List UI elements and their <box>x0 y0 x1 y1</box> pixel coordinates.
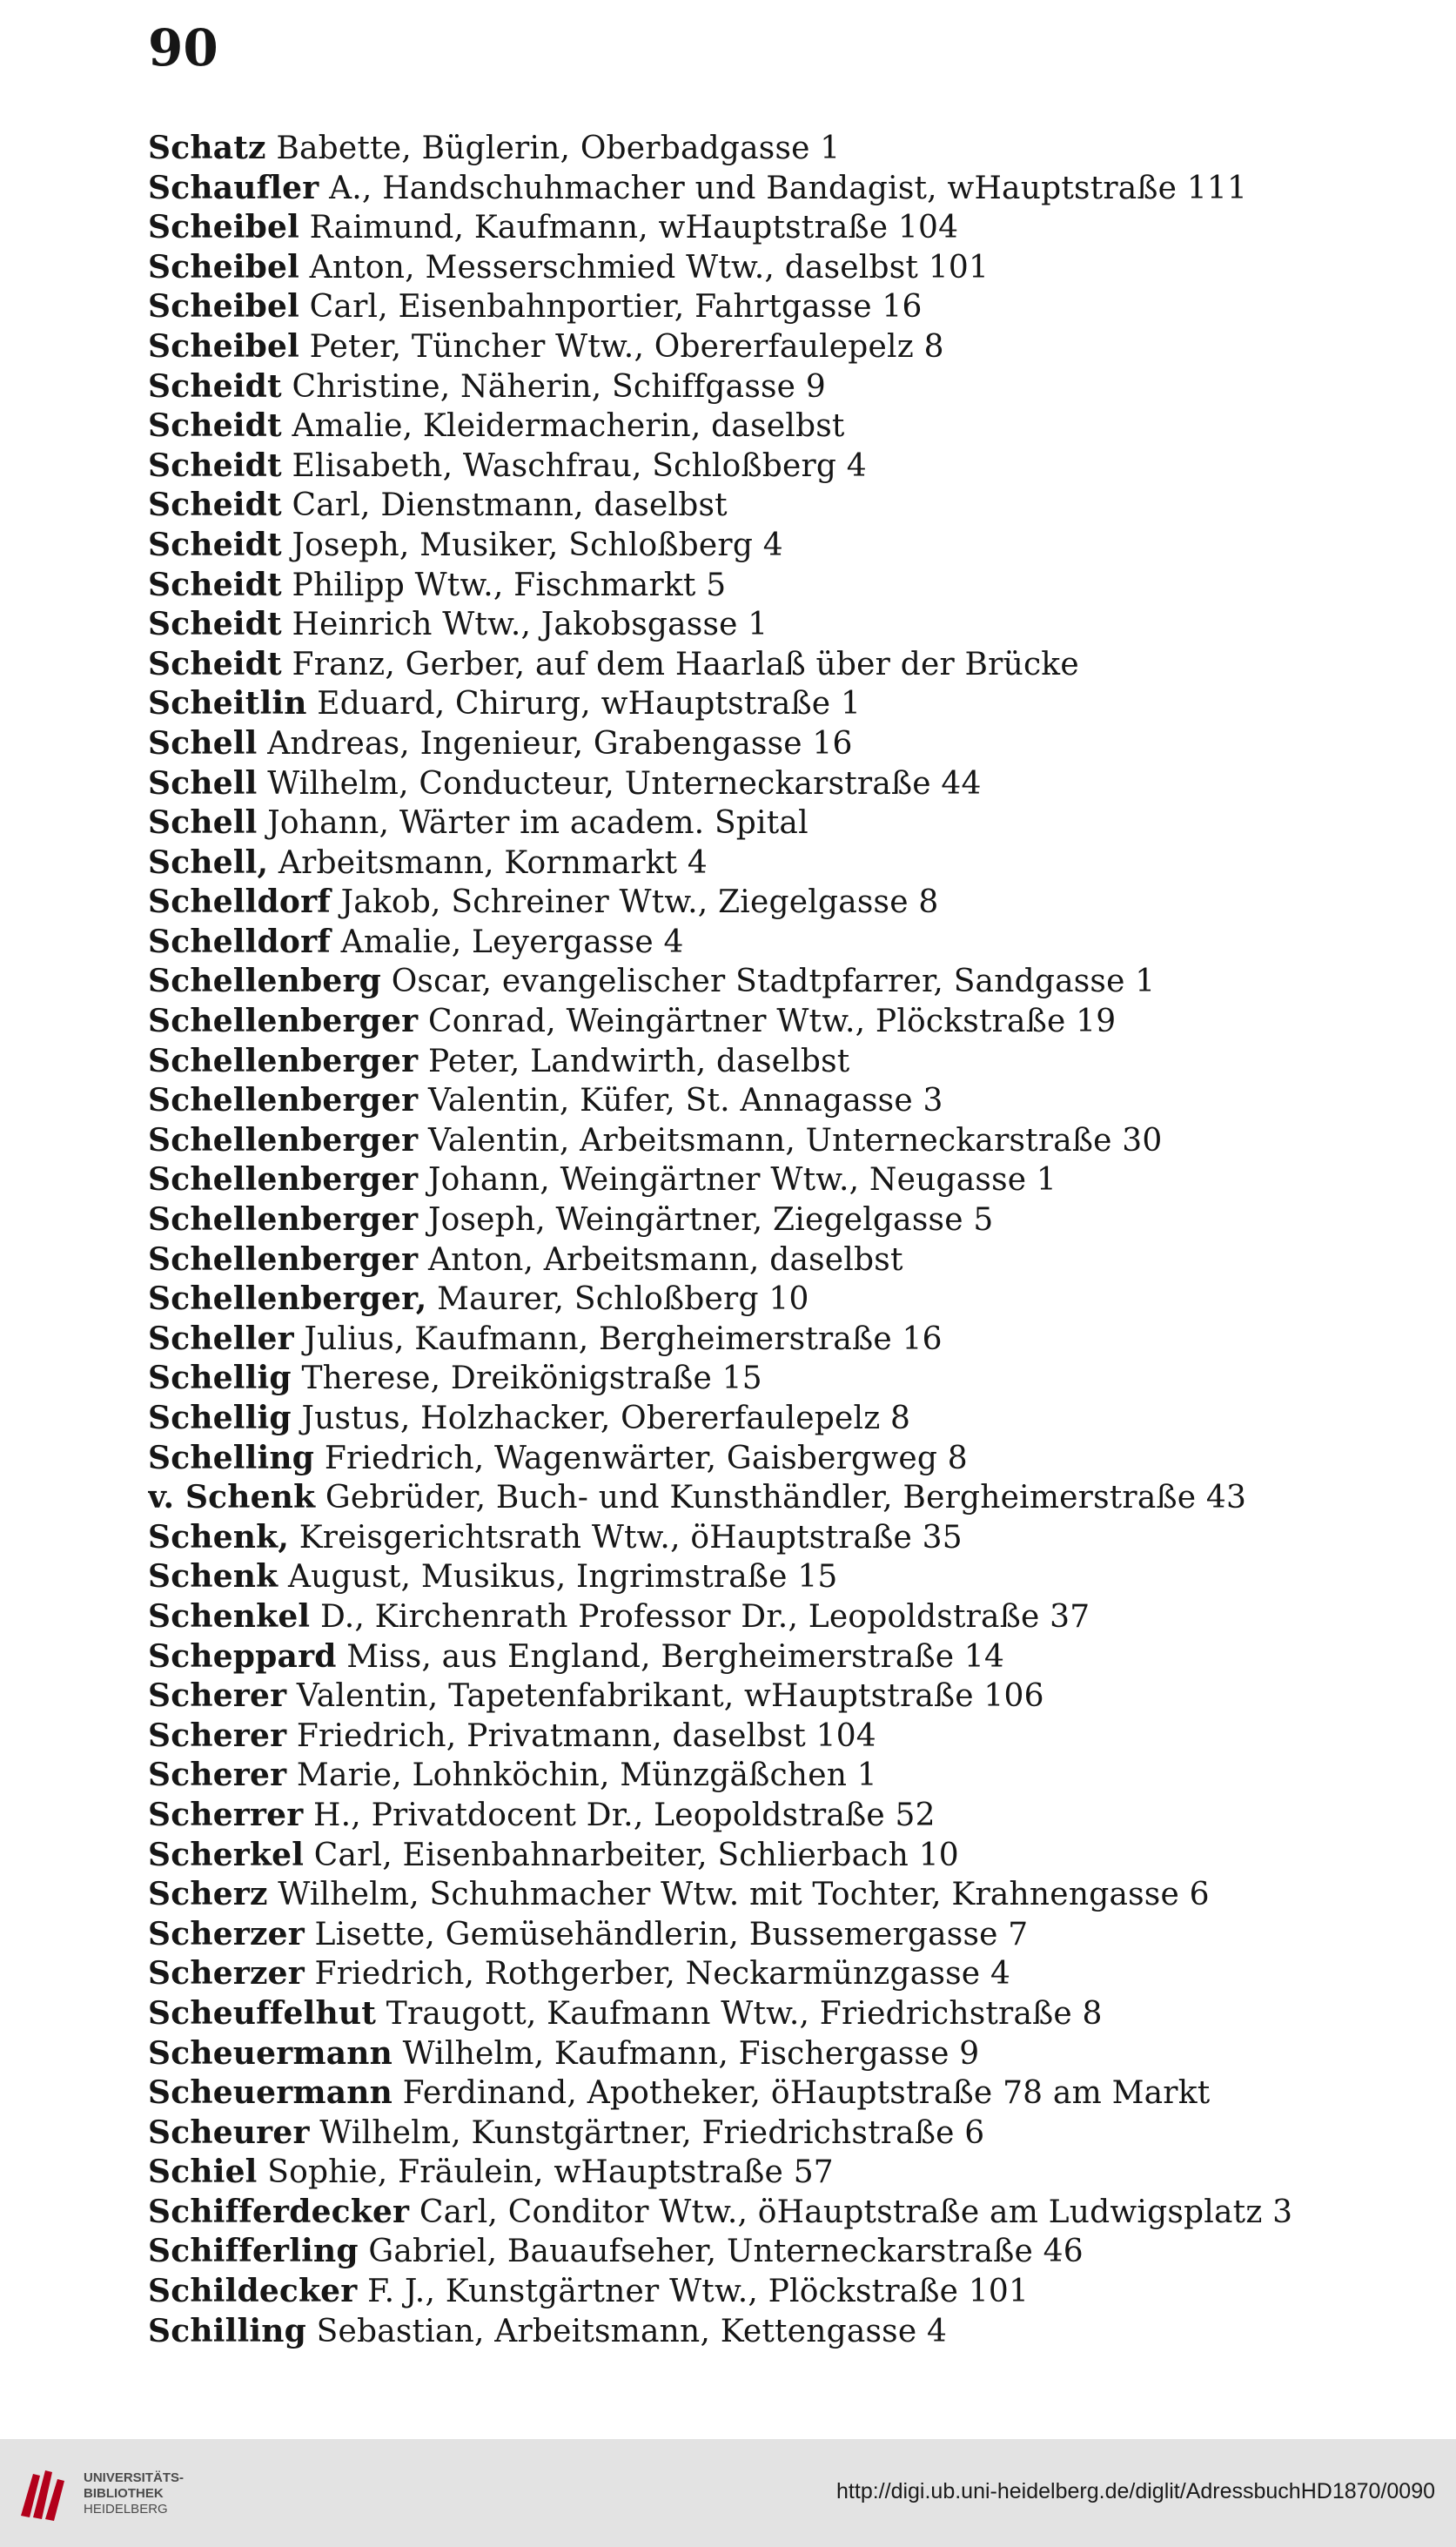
entry-details: Amalie, Leyergasse 4 <box>330 924 684 960</box>
entry-surname: Scheuermann <box>148 2074 393 2112</box>
entry-surname: Schifferling <box>148 2233 359 2270</box>
directory-entry <box>148 248 1419 288</box>
directory-entry <box>148 1042 1419 1082</box>
directory-entry <box>148 1478 1419 1518</box>
entry-details: Marie, Lohnköchin, Münzgäßchen 1 <box>286 1757 877 1794</box>
entry-surname: Scherer <box>148 1717 287 1754</box>
directory-entry <box>148 2272 1419 2312</box>
entry-surname: Scheidt <box>148 447 282 484</box>
entry-details: Carl, Conditor Wtw., öHauptstraße am Ludwigsplatz 3 <box>409 2194 1293 2230</box>
directory-entry <box>148 1557 1419 1597</box>
directory-entry <box>148 208 1419 248</box>
entry-details: Valentin, Küfer, St. Annagasse 3 <box>418 1083 943 1119</box>
library-logo[interactable] <box>16 2463 216 2524</box>
directory-entry <box>148 1637 1419 1677</box>
entry-details: Wilhelm, Kaufmann, Fischergasse 9 <box>393 2035 980 2072</box>
entry-surname: Schellenberger, <box>148 1280 427 1318</box>
directory-entry <box>148 1518 1419 1558</box>
directory-entry <box>148 2073 1419 2114</box>
directory-entry <box>148 1200 1419 1240</box>
library-name <box>84 2470 184 2517</box>
entry-details: Valentin, Arbeitsmann, Unterneckarstraße 30 <box>418 1122 1163 1159</box>
directory-entry <box>148 1915 1419 1955</box>
directory-entry <box>148 1160 1419 1200</box>
entry-details: Franz, Gerber, auf dem Haarlaß über der Brücke <box>281 646 1079 682</box>
directory-entry <box>148 684 1419 724</box>
entry-surname: v. Schenk <box>148 1479 316 1516</box>
directory-entry <box>148 2232 1419 2272</box>
entry-surname: Schellig <box>148 1360 292 1397</box>
entry-details: Heinrich Wtw., Jakobsgasse 1 <box>281 607 768 643</box>
entry-details: Anton, Messerschmied Wtw., daselbst 101 <box>299 249 990 286</box>
directory-entry <box>148 645 1419 685</box>
entry-surname: Scheidt <box>148 645 282 682</box>
entry-details: Johann, Wärter im academ. Spital <box>257 805 809 842</box>
entry-details: Jakob, Schreiner Wtw., Ziegelgasse 8 <box>330 884 939 921</box>
directory-entry <box>148 883 1419 923</box>
entry-details: Friedrich, Privatmann, daselbst 104 <box>286 1717 876 1754</box>
entry-details: Kreisgerichtsrath Wtw., öHauptstraße 35 <box>289 1519 963 1556</box>
entry-surname: Scheidt <box>148 526 282 563</box>
directory-entry <box>148 1756 1419 1796</box>
directory-entry <box>148 2114 1419 2154</box>
entry-details: Anton, Arbeitsmann, daselbst <box>418 1241 903 1278</box>
directory-entry <box>148 407 1419 447</box>
entry-surname: Schellenberg <box>148 963 382 1000</box>
library-name-line: HEIDELBERG <box>84 2502 168 2517</box>
entry-surname: Schelldorf <box>148 923 331 960</box>
directory-entry <box>148 1994 1419 2034</box>
entry-details: Sebastian, Arbeitsmann, Kettengasse 4 <box>305 2313 948 2349</box>
entry-surname: Schenkel <box>148 1597 311 1635</box>
entry-surname: Scheibel <box>148 288 300 326</box>
library-seal-icon <box>16 2463 71 2524</box>
entry-surname: Schiel <box>148 2154 258 2191</box>
entry-details: Carl, Eisenbahnportier, Fahrtgasse 16 <box>299 289 923 326</box>
entry-surname: Schenk, <box>148 1518 290 1556</box>
directory-entry <box>148 1875 1419 1915</box>
directory-entry <box>148 1240 1419 1280</box>
directory-entry <box>148 2193 1419 2233</box>
entry-surname: Scheuermann <box>148 2034 393 2072</box>
directory-entry <box>148 486 1419 526</box>
entry-surname: Scheidt <box>148 606 282 643</box>
entry-details: Gabriel, Bauaufseher, Unterneckarstraße 46 <box>358 2234 1084 2270</box>
directory-entry <box>148 962 1419 1002</box>
entry-details: Johann, Weingärtner Wtw., Neugasse 1 <box>418 1162 1057 1199</box>
entry-surname: Schellenberger <box>148 1082 419 1119</box>
entry-surname: Scherzer <box>148 1915 305 1952</box>
entry-details: Friedrich, Rothgerber, Neckarmünzgasse 4 <box>304 1956 1011 1993</box>
entry-details: Philipp Wtw., Fischmarkt 5 <box>281 567 727 603</box>
entry-surname: Schellenberger <box>148 1161 419 1199</box>
entry-details: Sophie, Fräulein, wHauptstraße 57 <box>257 2154 834 2191</box>
entry-surname: Schellenberger <box>148 1042 419 1079</box>
page-number: 90 <box>148 18 218 77</box>
entry-details: Eduard, Chirurg, wHauptstraße 1 <box>306 686 862 722</box>
entry-surname: Scheller <box>148 1320 294 1357</box>
entry-surname: Scheibel <box>148 248 300 286</box>
directory-entry <box>148 1954 1419 1994</box>
entry-details: Peter, Tüncher Wtw., Obererfaulepelz 8 <box>299 328 944 365</box>
entry-details: August, Musikus, Ingrimstraße 15 <box>278 1559 838 1596</box>
directory-entry <box>148 327 1419 367</box>
directory-entry <box>148 1359 1419 1399</box>
entry-surname: Scheidt <box>148 407 282 445</box>
entry-surname: Schell <box>148 724 258 762</box>
directory-entry <box>148 1439 1419 1479</box>
directory-entry <box>148 605 1419 645</box>
entry-surname: Scheppard <box>148 1637 337 1675</box>
entry-details: Arbeitsmann, Kornmarkt 4 <box>268 844 708 881</box>
entry-details: Ferdinand, Apotheker, öHauptstraße 78 am Markt <box>393 2075 1211 2112</box>
directory-entry <box>148 129 1419 169</box>
entry-details: Elisabeth, Waschfrau, Schloßberg 4 <box>281 447 867 484</box>
entry-surname: Scheitlin <box>148 685 307 722</box>
directory-entry <box>148 1836 1419 1876</box>
directory-entry <box>148 764 1419 804</box>
directory-entry <box>148 1399 1419 1439</box>
entry-surname: Scherzer <box>148 1955 305 1993</box>
directory-entry <box>148 526 1419 566</box>
entry-surname: Schell <box>148 804 258 842</box>
directory-entry <box>148 1081 1419 1121</box>
entry-details: Joseph, Musiker, Schloßberg 4 <box>281 527 783 563</box>
entry-surname: Scheibel <box>148 327 300 365</box>
entry-details: Wilhelm, Schuhmacher Wtw. mit Tochter, Krahnengasse 6 <box>267 1877 1210 1913</box>
entry-details: Babette, Büglerin, Oberbadgasse 1 <box>265 131 841 166</box>
directory-entry <box>148 566 1419 606</box>
entry-details: Raimund, Kaufmann, wHauptstraße 104 <box>299 210 959 246</box>
entry-details: A., Handschuhmacher und Bandagist, wHauptstraße 111 <box>319 170 1248 206</box>
entry-details: Gebrüder, Buch- und Kunsthändler, Bergheimerstraße 43 <box>315 1480 1247 1516</box>
library-name-line: UNIVERSITÄTS- <box>84 2470 185 2485</box>
entry-surname: Scheidt <box>148 566 282 603</box>
entry-surname: Scherrer <box>148 1796 304 1833</box>
entry-surname: Schellenberger <box>148 1121 419 1159</box>
entry-details: Maurer, Schloßberg 10 <box>426 1281 809 1318</box>
directory-entry <box>148 447 1419 487</box>
entry-details: Therese, Dreikönigstraße 15 <box>291 1361 762 1397</box>
entry-surname: Schellig <box>148 1400 292 1436</box>
directory-entry <box>148 367 1419 407</box>
entry-details: Joseph, Weingärtner, Ziegelgasse 5 <box>418 1202 994 1239</box>
entry-details: Wilhelm, Kunstgärtner, Friedrichstraße 6 <box>309 2114 985 2151</box>
entry-surname: Schenk <box>148 1558 278 1596</box>
entry-surname: Schell <box>148 764 258 802</box>
entry-surname: Schifferdecker <box>148 2193 410 2230</box>
source-url-link[interactable]: http://digi.ub.uni-heidelberg.de/diglit/AdressbuchHD1870/0090 <box>836 2479 1435 2503</box>
entry-details: H., Privatdocent Dr., Leopoldstraße 52 <box>303 1797 936 1833</box>
directory-entry <box>148 1796 1419 1836</box>
entry-surname: Scheuffelhut <box>148 1994 377 2032</box>
entry-surname: Schilling <box>148 2312 306 2349</box>
directory-entry <box>148 1121 1419 1161</box>
entry-surname: Scherz <box>148 1876 268 1913</box>
entry-surname: Schildecker <box>148 2273 358 2310</box>
entry-surname: Scherkel <box>148 1836 305 1873</box>
entry-details: D., Kirchenrath Professor Dr., Leopoldstraße 37 <box>310 1598 1090 1635</box>
library-name-line: BIBLIOTHEK <box>84 2486 164 2501</box>
entry-surname: Scheurer <box>148 2114 310 2151</box>
entry-details: Conrad, Weingärtner Wtw., Plöckstraße 19 <box>418 1004 1117 1040</box>
entry-surname: Schellenberger <box>148 1201 419 1239</box>
entry-details: Carl, Eisenbahnarbeiter, Schlierbach 10 <box>304 1837 959 1873</box>
footer-bar <box>0 2439 1456 2547</box>
entry-surname: Schaufler <box>148 169 319 206</box>
directory-entry <box>148 2312 1419 2352</box>
directory-entry <box>148 1717 1419 1757</box>
entry-details: Andreas, Ingenieur, Grabengasse 16 <box>257 725 853 762</box>
entry-details: Justus, Holzhacker, Obererfaulepelz 8 <box>291 1401 911 1436</box>
entry-details: F. J., Kunstgärtner Wtw., Plöckstraße 101 <box>357 2274 1030 2310</box>
directory-entry <box>148 843 1419 884</box>
directory-entry <box>148 803 1419 843</box>
entry-surname: Scheidt <box>148 367 282 405</box>
entry-details: Wilhelm, Conducteur, Unterneckarstraße 44 <box>257 765 982 802</box>
directory-entry <box>148 1320 1419 1360</box>
entry-surname: Schellenberger <box>148 1003 419 1040</box>
entry-details: Friedrich, Wagenwärter, Gaisbergweg 8 <box>314 1440 968 1476</box>
entry-details: Julius, Kaufmann, Bergheimerstraße 16 <box>293 1321 943 1357</box>
entry-surname: Scherer <box>148 1677 287 1715</box>
entry-surname: Scheidt <box>148 487 282 524</box>
entry-details: Oscar, evangelischer Stadtpfarrer, Sandgasse 1 <box>381 964 1156 1000</box>
directory-entries <box>148 129 1419 2351</box>
entry-details: Carl, Dienstmann, daselbst <box>281 487 728 524</box>
entry-details: Miss, aus England, Bergheimerstraße 14 <box>336 1638 1005 1675</box>
entry-surname: Schelldorf <box>148 884 331 921</box>
entry-details: Peter, Landwirth, daselbst <box>418 1043 850 1079</box>
entry-surname: Scheibel <box>148 209 300 246</box>
entry-surname: Schell, <box>148 843 269 881</box>
directory-entry <box>148 169 1419 209</box>
directory-entry <box>148 1677 1419 1717</box>
entry-surname: Scherer <box>148 1757 287 1794</box>
directory-entry <box>148 2034 1419 2074</box>
entry-surname: Schatz <box>148 130 266 166</box>
directory-entry <box>148 2153 1419 2193</box>
directory-entry <box>148 724 1419 764</box>
entry-surname: Schellenberger <box>148 1240 419 1278</box>
directory-entry <box>148 1002 1419 1042</box>
entry-details: Amalie, Kleidermacherin, daselbst <box>281 408 845 445</box>
directory-entry <box>148 1597 1419 1637</box>
directory-entry <box>148 1280 1419 1320</box>
entry-surname: Schelling <box>148 1439 315 1476</box>
entry-details: Valentin, Tapetenfabrikant, wHauptstraße 106 <box>286 1678 1044 1715</box>
directory-entry <box>148 287 1419 327</box>
entry-details: Lisette, Gemüsehändlerin, Bussemergasse 7 <box>304 1916 1029 1952</box>
entry-details: Christine, Näherin, Schiffgasse 9 <box>281 368 826 405</box>
directory-entry <box>148 923 1419 963</box>
entry-details: Traugott, Kaufmann Wtw., Friedrichstraße 8 <box>376 1995 1103 2032</box>
